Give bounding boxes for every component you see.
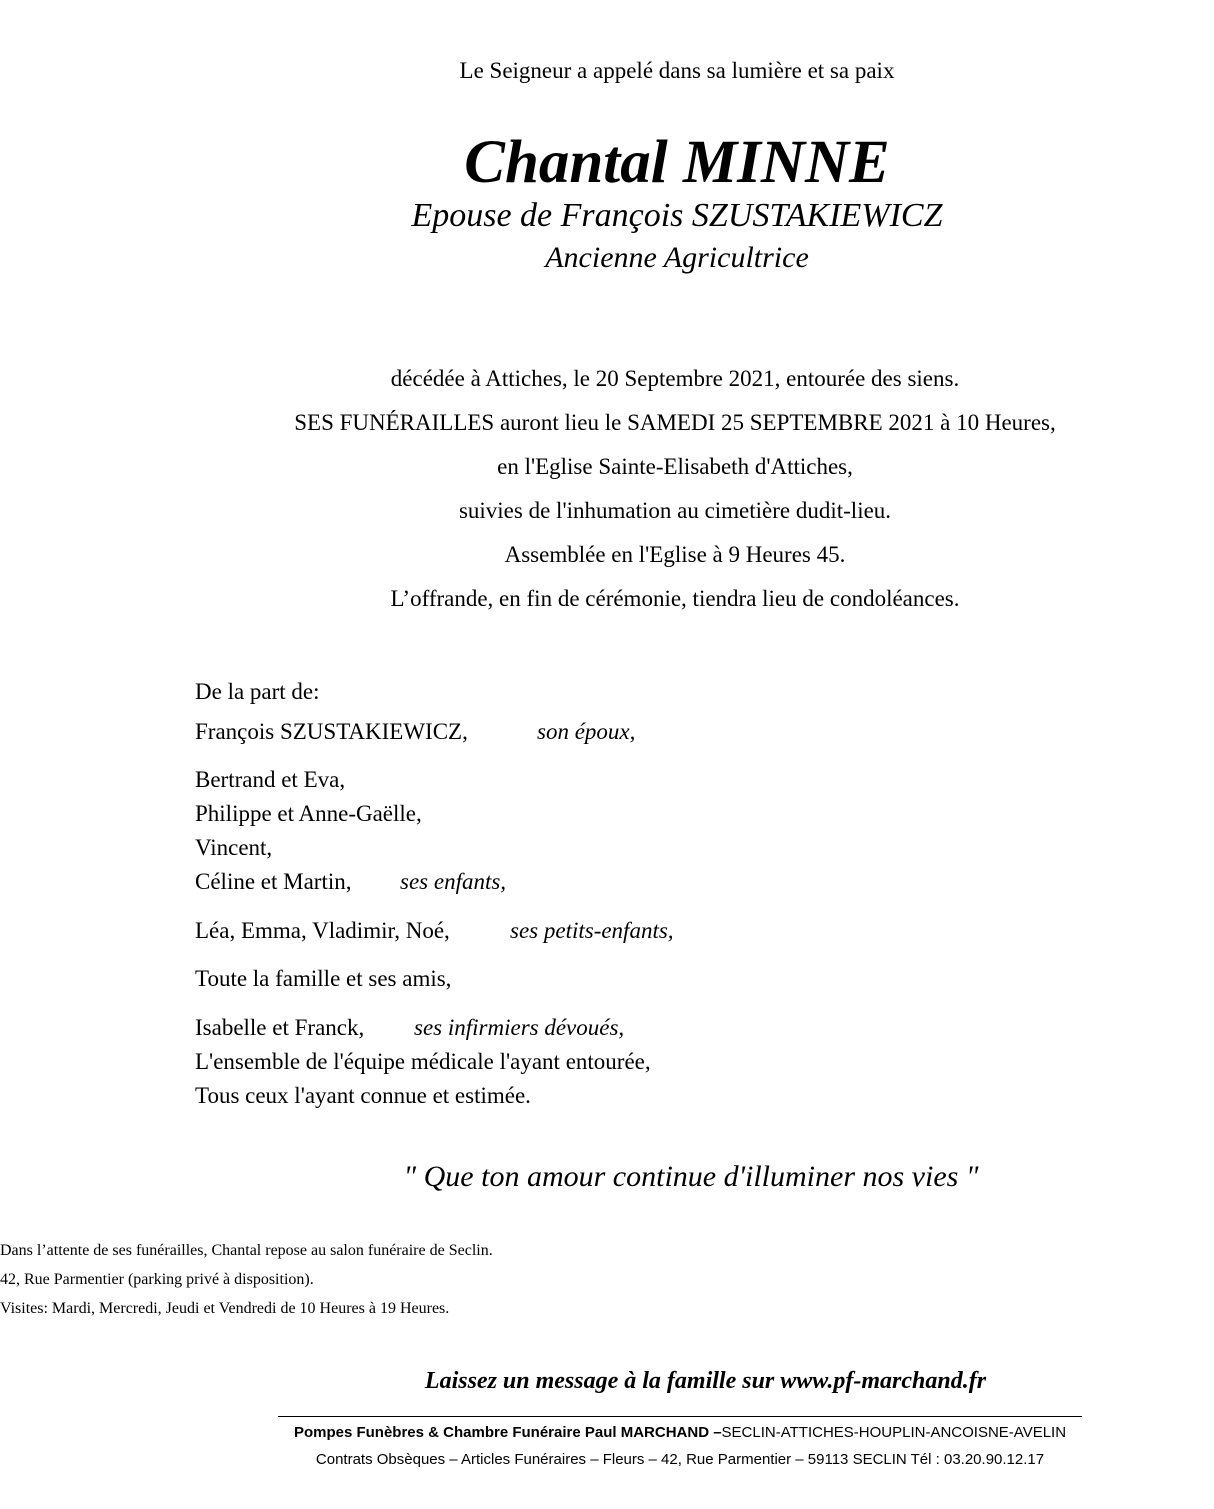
announcement-death: décédée à Attiches, le 20 Septembre 2021, entourée des siens. bbox=[390, 366, 960, 391]
family-extended: Toute la famille et ses amis, bbox=[195, 966, 452, 991]
family-children-relation: ses enfants, bbox=[400, 869, 507, 894]
family-child-4: Céline et Martin, bbox=[195, 869, 352, 894]
quote: " Que ton amour continue d'illuminer nos vies " bbox=[403, 1160, 979, 1193]
family-spouse: François SZUSTAKIEWICZ, bbox=[195, 719, 468, 744]
intro-text: Le Seigneur a appelé dans sa lumière et sa paix bbox=[459, 58, 895, 83]
footer-towns: SECLIN-ATTICHES-HOUPLIN-ANCOISNE-AVELIN bbox=[721, 1424, 1067, 1441]
spouse-line: Epouse de François SZUSTAKIEWICZ bbox=[411, 197, 943, 234]
footer-company: Pompes Funèbres & Chambre Funéraire Paul MARCHAND – bbox=[293, 1424, 722, 1441]
deceased-name: Chantal MINNE bbox=[464, 129, 890, 196]
wake-hours: Visites: Mardi, Mercredi, Jeudi et Vendredi de 10 Heures à 19 Heures. bbox=[0, 1300, 450, 1317]
footer-company-line bbox=[0, 1424, 1214, 1441]
occupation: Ancienne Agricultrice bbox=[545, 241, 809, 274]
announcement-funeral: SES FUNÉRAILLES auront lieu le SAMEDI 25 SEPTEMBRE 2021 à 10 Heures, bbox=[294, 410, 1056, 435]
online-message: Laissez un message à la famille sur www.pf-marchand.fr bbox=[424, 1368, 987, 1394]
family-grandchildren: Léa, Emma, Vladimir, Noé, bbox=[195, 918, 450, 943]
family-spouse-relation: son époux, bbox=[537, 719, 636, 744]
footer-services: Contrats Obsèques – Articles Funéraires – Fleurs – 42, Rue Parmentier – 59113 SECLIN Tél : 03.20.90.12.17 bbox=[315, 1451, 1045, 1468]
announcement-burial: suivies de l'inhumation au cimetière dudit-lieu. bbox=[458, 498, 892, 523]
announcement-offering: L’offrande, en fin de cérémonie, tiendra lieu de condoléances. bbox=[390, 586, 960, 611]
family-medical: L'ensemble de l'équipe médicale l'ayant entourée, bbox=[195, 1049, 651, 1074]
family-child-1: Bertrand et Eva, bbox=[195, 767, 346, 792]
footer-divider bbox=[278, 1416, 1082, 1417]
family-child-2: Philippe et Anne-Gaëlle, bbox=[195, 801, 422, 826]
announcement-assembly: Assemblée en l'Eglise à 9 Heures 45. bbox=[504, 542, 846, 567]
family-nurses: Isabelle et Franck, bbox=[195, 1015, 365, 1040]
family-nurses-relation: ses infirmiers dévoués, bbox=[414, 1015, 625, 1040]
family-intro: De la part de: bbox=[195, 679, 320, 704]
family-grandchildren-relation: ses petits-enfants, bbox=[510, 918, 674, 943]
family-child-3: Vincent, bbox=[195, 835, 273, 860]
wake-address: 42, Rue Parmentier (parking privé à disposition). bbox=[0, 1271, 314, 1288]
wake-location: Dans l’attente de ses funérailles, Chantal repose au salon funéraire de Seclin. bbox=[0, 1242, 493, 1259]
family-others: Tous ceux l'ayant connue et estimée. bbox=[195, 1083, 531, 1108]
announcement-church: en l'Eglise Sainte-Elisabeth d'Attiches, bbox=[497, 454, 853, 479]
